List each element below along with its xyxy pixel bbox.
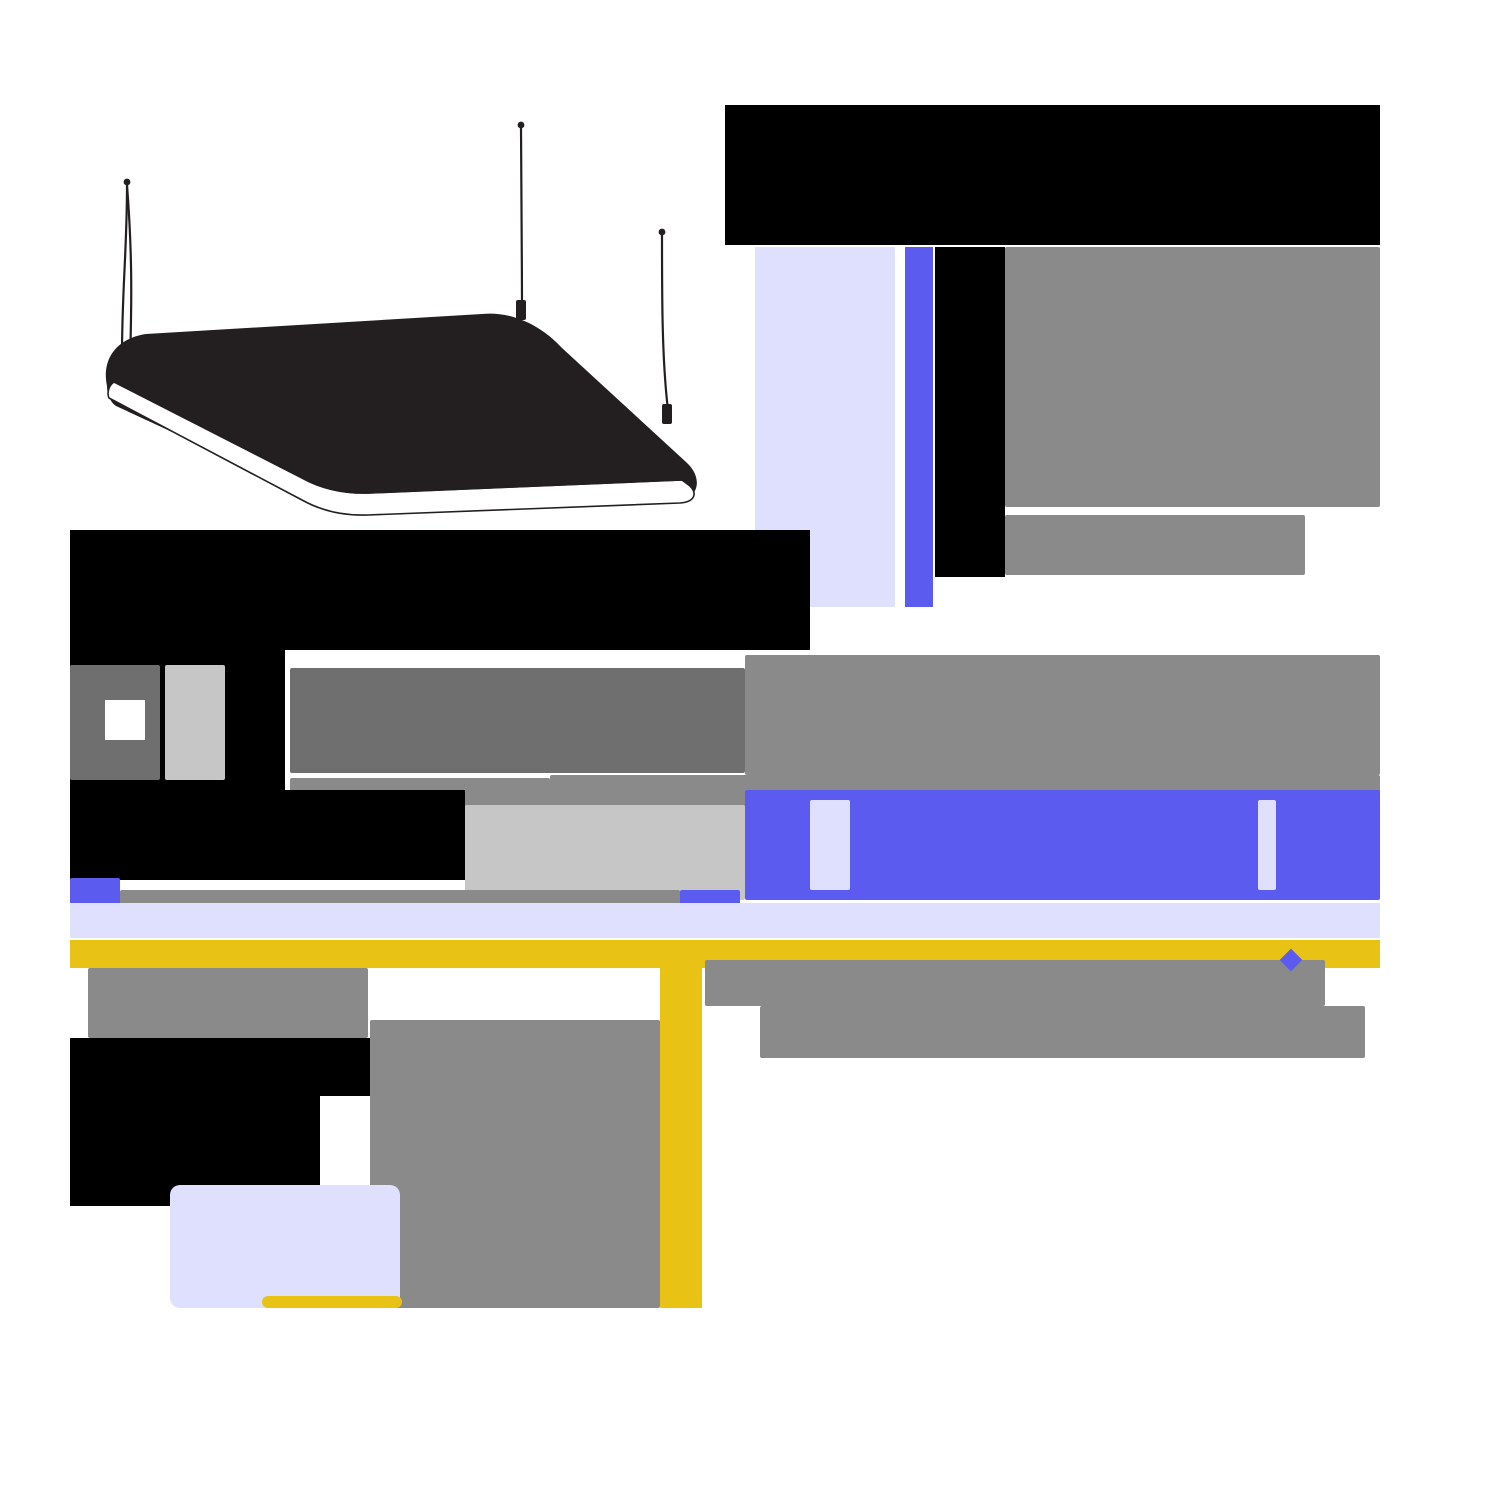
divider-bar-vertical	[660, 968, 702, 1308]
highlight-marker	[810, 800, 850, 890]
callout-accent-chip	[170, 1185, 400, 1308]
header-accent-bar	[905, 247, 933, 607]
spec-row-4-label	[70, 790, 465, 880]
footer-left-sub	[70, 1038, 370, 1096]
header-shadow-block	[935, 247, 1005, 577]
header-description-text-continued	[1005, 515, 1305, 575]
badge-tail	[165, 665, 225, 780]
footer-right-label	[705, 960, 1325, 1006]
highlight-marker-secondary	[1258, 800, 1276, 890]
spec-row-1-value	[745, 655, 1380, 775]
section-heading-block	[70, 530, 810, 650]
callout-body-block	[370, 1020, 660, 1308]
pendant-light-illustration	[70, 110, 750, 530]
spec-row-3	[465, 805, 745, 900]
row-accent-tick	[70, 878, 120, 906]
spec-row-1	[290, 668, 745, 773]
status-badge	[70, 665, 160, 780]
footer-left-label	[88, 968, 368, 1038]
header-title-block	[725, 105, 1380, 245]
header-description-text	[1005, 247, 1380, 507]
highlight-band	[70, 903, 1380, 938]
footer-right-sub	[760, 1006, 1365, 1058]
callout-underline	[262, 1296, 402, 1308]
badge-glyph-icon	[105, 700, 145, 740]
